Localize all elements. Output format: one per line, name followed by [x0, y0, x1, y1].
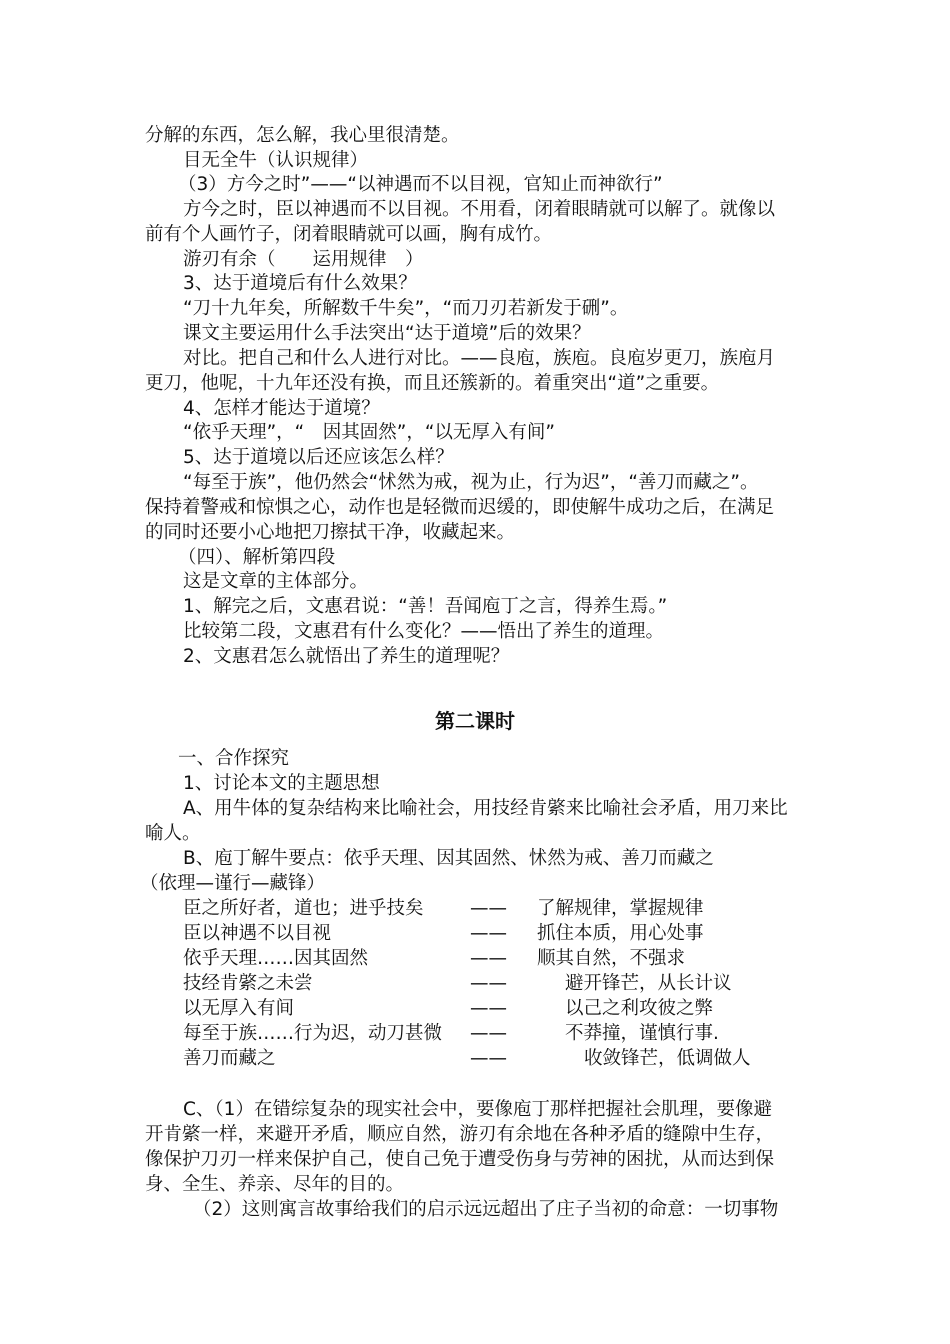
table-cell-left: 善刀而藏之 [183, 1048, 276, 1069]
text-line: 更刀，他呢，十九年还没有换，而且还簇新的。着重突出“道”之重要。 [145, 373, 720, 394]
text-line: 目无全牛（认识规律） [183, 150, 369, 171]
text-line: 3、达于道境后有什么效果？ [183, 273, 417, 294]
table-cell-dash: —— [470, 1048, 507, 1069]
table-cell-dash: —— [470, 948, 507, 969]
text-line: C、（1）在错综复杂的现实社会中，要像庖丁那样把握社会肌理，要像避 [183, 1099, 772, 1120]
table-cell-dash: —— [470, 898, 507, 919]
text-line: 喻人。 [145, 823, 201, 844]
table-cell-right: 顺其自然，不强求 [537, 948, 686, 969]
text-line: “每至于族”，他仍然会“怵然为戒，视为止，行为迟”，“善刀而藏之”。 [183, 472, 759, 493]
text-line: 开肯綮一样，来避开矛盾，顺应自然，游刃有余地在各种矛盾的缝隙中生存， [145, 1124, 775, 1145]
text-line: “依乎天理”，“ 因其固然”，“以无厚入有间” [183, 422, 556, 443]
text-line: 课文主要运用什么手法突出“达于道境”后的效果？ [183, 323, 591, 344]
table-cell-left: 依乎天理……因其固然 [183, 948, 369, 969]
text-line: “刀十九年矣，所解数千牛矣”，“而刀刃若新发于硎”。 [183, 298, 629, 319]
text-line: 游刃有余（ 运用规律 ） [183, 249, 424, 270]
text-line: 一、合作探究 [178, 748, 290, 769]
section-title: 第二课时 [435, 709, 515, 733]
text-line: 这是文章的主体部分。 [183, 571, 369, 592]
text-line: （四）、解析第四段 [178, 547, 336, 568]
text-line: A、用牛体的复杂结构来比喻社会，用技经肯綮来比喻社会矛盾，用刀来比 [183, 798, 788, 819]
text-line: 1、解完之后，文惠君说：“善！吾闻庖丁之言，得养生焉。” [183, 596, 668, 617]
text-line: 对比。把自己和什么人进行对比。——良庖，族庖。良庖岁更刀，族庖月 [183, 348, 776, 369]
table-cell-dash: —— [470, 973, 507, 994]
text-line: 像保护刀刃一样来保护自己，使自己免于遭受伤身与劳神的困扰，从而达到保 [145, 1149, 775, 1170]
text-line: 方今之时，臣以神遇而不以目视。不用看，闭着眼睛就可以解了。就像以 [183, 199, 776, 220]
table-cell-right: 不莽撞，谨慎行事. [565, 1023, 719, 1044]
table-cell-right: 避开锋芒，从长计议 [565, 973, 732, 994]
table-cell-left: 以无厚入有间 [183, 998, 295, 1019]
text-line: （2）这则寓言故事给我们的启示远远超出了庄子当初的命意：一切事物 [193, 1199, 779, 1220]
table-cell-right: 了解规律，掌握规律 [537, 898, 704, 919]
table-cell-right: 抓住本质，用心处事 [537, 923, 704, 944]
table-cell-right: 以己之利攻彼之弊 [565, 998, 714, 1019]
table-cell-left: 臣之所好者，道也；进乎技矣 [183, 898, 424, 919]
table-cell-dash: —— [470, 1023, 507, 1044]
text-line: 5、达于道境以后还应该怎么样？ [183, 447, 454, 468]
text-line: 4、怎样才能达于道境？ [183, 398, 380, 419]
text-line: 分解的东西，怎么解，我心里很清楚。 [145, 125, 460, 146]
table-cell-dash: —— [470, 923, 507, 944]
text-line: 2、文惠君怎么就悟出了养生的道理呢？ [183, 646, 510, 667]
table-cell-left: 臣以神遇不以目视 [183, 923, 332, 944]
table-cell-dash: —— [470, 998, 507, 1019]
table-cell-left: 每至于族……行为迟，动刀甚微 [183, 1023, 443, 1044]
table-cell-right: 收敛锋芒，低调做人 [584, 1048, 751, 1069]
text-line: （3）方今之时”——“以神遇而不以目视，官知止而神欲行” [178, 174, 663, 195]
text-line: 保持着警戒和惊惧之心，动作也是轻微而迟缓的，即使解牛成功之后，在满足 [145, 497, 775, 518]
text-line: 的同时还要小心地把刀擦拭干净，收藏起来。 [145, 522, 516, 543]
table-cell-left: 技经肯綮之未尝 [183, 973, 313, 994]
text-line: 前有个人画竹子，闭着眼睛就可以画，胸有成竹。 [145, 224, 553, 245]
text-line: （依理—谨行—藏锋） [140, 873, 326, 894]
text-line: 1、讨论本文的主题思想 [183, 773, 380, 794]
text-line: 身、全生、养亲、尽年的目的。 [145, 1174, 405, 1195]
text-line: B、庖丁解牛要点：依乎天理、因其固然、怵然为戒、善刀而藏之 [183, 848, 714, 869]
text-line: 比较第二段，文惠君有什么变化？——悟出了养生的道理。 [183, 621, 665, 642]
